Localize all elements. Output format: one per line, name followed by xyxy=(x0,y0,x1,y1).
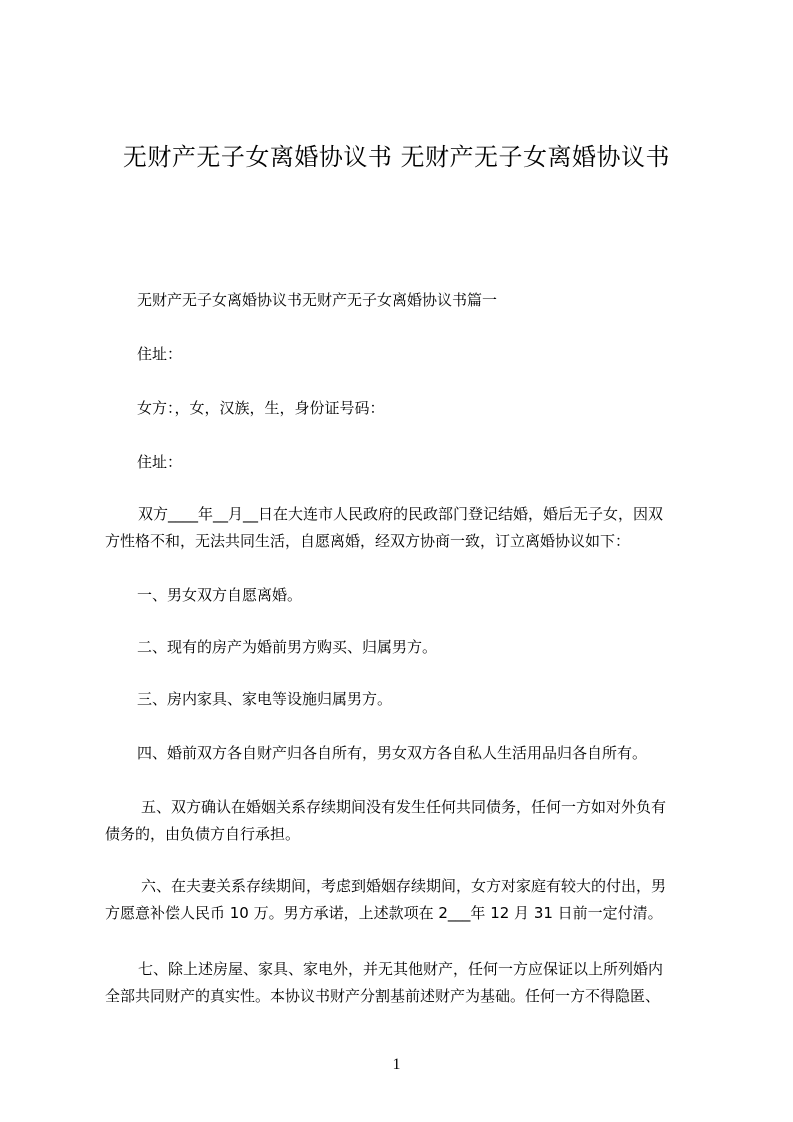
paragraph-clause-1 xyxy=(137,582,737,609)
paragraph-line: 四、婚前双方各自财产归各自所有，男女双方各自私人生活用品归各自所有。 xyxy=(137,744,648,762)
paragraph-line: 七、除上述房屋、家具、家电外，并无其他财产，任何一方应保证以上所列婚内 xyxy=(138,960,664,978)
paragraph-line: 五、双方确认在婚姻关系存续期间没有发生任何共同债务，任何一方如对外负有 xyxy=(141,798,667,816)
paragraph-line: 二、现有的房产为婚前男方购买、归属男方。 xyxy=(137,638,438,656)
paragraph-line: 住址： xyxy=(137,453,183,471)
paragraph-clause-4 xyxy=(137,740,737,767)
paragraph-line: 方愿意补偿人民币 10 万。男方承诺，上述款项在 2___年 12 月 31 日前一定付清。 xyxy=(105,904,663,922)
paragraph-line: 女方：，女，汉族，生，身份证号码： xyxy=(137,399,385,417)
paragraph-address-2 xyxy=(137,449,737,476)
paragraph-line: 债务的，由负债方自行承担。 xyxy=(105,825,301,843)
paragraph-clause-2 xyxy=(137,634,737,661)
paragraph-line: 一、男女双方自愿离婚。 xyxy=(137,586,303,604)
paragraph-line: 六、在夫妻关系存续期间，考虑到婚姻存续期间，女方对家庭有较大的付出，男 xyxy=(141,877,667,895)
paragraph-clause-5 xyxy=(105,794,705,848)
paragraph-line: 方性格不和，无法共同生活，自愿离婚，经双方协商一致，订立离婚协议如下： xyxy=(105,532,631,550)
paragraph-clause-3 xyxy=(137,686,737,713)
paragraph-clause-7 xyxy=(105,956,705,1010)
paragraph-heading xyxy=(137,287,737,314)
document-title: 无财产无子女离婚协议书 无财产无子女离婚协议书 xyxy=(122,143,671,171)
paragraph-line: 住址： xyxy=(137,345,183,363)
paragraph-line: 三、房内家具、家电等设施归属男方。 xyxy=(137,690,393,708)
paragraph-address-1 xyxy=(137,341,737,368)
paragraph-line: 无财产无子女离婚协议书无财产无子女离婚协议书篇一 xyxy=(137,291,498,309)
paragraph-clause-6 xyxy=(105,873,705,927)
page-number: 1 xyxy=(392,1056,401,1073)
paragraph-line: 全部共同财产的真实性。本协议书财产分割基前述财产为基础。任何一方不得隐匿、 xyxy=(105,987,661,1005)
paragraph-line: 双方____年__月__日在大连市人民政府的民政部门登记结婚，婚后无子女，因双 xyxy=(138,505,664,523)
paragraph-female-party xyxy=(137,395,737,422)
paragraph-marriage-info xyxy=(105,501,705,555)
